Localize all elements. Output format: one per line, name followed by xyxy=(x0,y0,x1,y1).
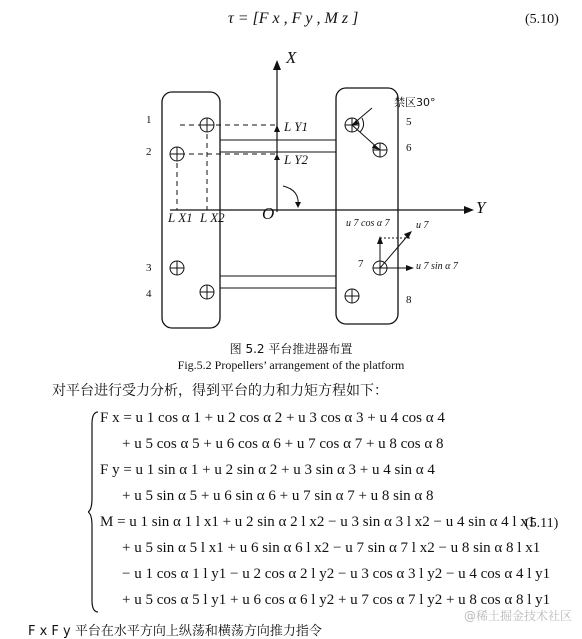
ly2-arrowhead xyxy=(274,154,280,160)
equation-system-5-11 xyxy=(88,408,558,618)
u7-sin-label: u 7 sin α 7 xyxy=(416,261,458,272)
fx-line-1: F x = u 1 cos α 1 + u 2 cos α 2 + u 3 cos α 3 + u 4 cos α 4 xyxy=(100,410,445,426)
propeller-arrangement-figure xyxy=(140,44,500,334)
ly1-label: L Y1 xyxy=(284,119,308,134)
ly2-label: L Y2 xyxy=(284,152,308,167)
u7-sin-arrowhead xyxy=(406,265,414,271)
lx2-label: L X2 xyxy=(200,210,225,225)
x-axis-arrow xyxy=(273,60,281,70)
fy-line-1: F y = u 1 sin α 1 + u 2 sin α 2 + u 3 sin α 3 + u 4 sin α 4 xyxy=(100,462,435,478)
lx1-label: L X1 xyxy=(168,210,193,225)
propeller-3 xyxy=(170,261,184,275)
propeller-number-6: 6 xyxy=(406,142,412,154)
figure-caption-zh: 图 5.2 平台推进器布置 xyxy=(229,342,353,356)
m-line-4: + u 5 cos α 5 l y1 + u 6 cos α 6 l y2 + u 7 cos α 7 l y2 + u 8 cos α 8 l y1 xyxy=(122,592,551,608)
propeller-8 xyxy=(345,289,359,303)
propeller-number-2: 2 xyxy=(146,146,152,158)
u7-cos-arrowhead xyxy=(377,236,383,244)
propeller-4 xyxy=(200,285,214,299)
figure-caption-en: Fig.5.2 Propellers’ arrangement of the platform xyxy=(177,358,405,372)
propeller-number-8: 8 xyxy=(406,294,412,306)
forbidden-zone-arc xyxy=(360,118,364,132)
ly1-arrowhead xyxy=(274,125,280,132)
propeller-number-4: 4 xyxy=(146,288,152,300)
y-axis-arrow xyxy=(464,206,474,214)
bottom-partial-line: F x F y 平台在水平方向上纵荡和横荡方向推力指令 xyxy=(28,624,322,639)
m-line-2: + u 5 sin α 5 l x1 + u 6 sin α 6 l x2 − u 7 sin α 7 l x2 − u 8 sin α 8 l x1 xyxy=(122,540,541,556)
origin-label: O xyxy=(262,204,275,223)
eq-lhs: τ xyxy=(228,10,234,27)
fy-line-2: + u 5 sin α 5 + u 6 sin α 6 + u 7 sin α 7 + u 8 sin α 8 xyxy=(122,488,434,504)
moment-arrowhead xyxy=(295,202,301,208)
figure-svg xyxy=(140,44,500,334)
propeller-number-5: 5 xyxy=(406,116,412,128)
fx-line-2: + u 5 cos α 5 + u 6 cos α 6 + u 7 cos α 7 + u 8 cos α 8 xyxy=(122,436,444,452)
propeller-1 xyxy=(200,118,214,132)
propeller-number-1: 1 xyxy=(146,114,152,126)
equation-number-5-11: (5.11) xyxy=(525,516,559,531)
m-line-3: − u 1 cos α 1 l y1 − u 2 cos α 2 l y2 − u 3 cos α 3 l y2 − u 4 cos α 4 l y1 xyxy=(122,566,551,582)
eq-rhs: = [F x , F y , M z ] xyxy=(237,10,359,27)
axis-x-label: X xyxy=(286,48,297,67)
equation-number-5-10: (5.10) xyxy=(525,12,559,27)
watermark: @稀土掘金技术社区 xyxy=(463,609,572,623)
propeller-number-3: 3 xyxy=(146,262,152,274)
u7-cos-label: u 7 cos α 7 xyxy=(346,218,390,229)
propeller-number-7: 7 xyxy=(358,258,364,270)
forbidden-zone-label: 禁区30° xyxy=(394,96,436,109)
m-line-1: M = u 1 sin α 1 l x1 + u 2 sin α 2 l x2 − u 3 sin α 3 l x2 − u 4 sin α 4 l x1 xyxy=(100,514,536,530)
axis-y-label: Y xyxy=(476,198,486,217)
equation-5-10 xyxy=(0,8,582,34)
u7-label: u 7 xyxy=(416,220,429,231)
propeller-2 xyxy=(170,147,184,161)
intro-paragraph: 对平台进行受力分析，得到平台的力和力矩方程如下： xyxy=(52,383,388,399)
left-brace xyxy=(88,410,100,614)
